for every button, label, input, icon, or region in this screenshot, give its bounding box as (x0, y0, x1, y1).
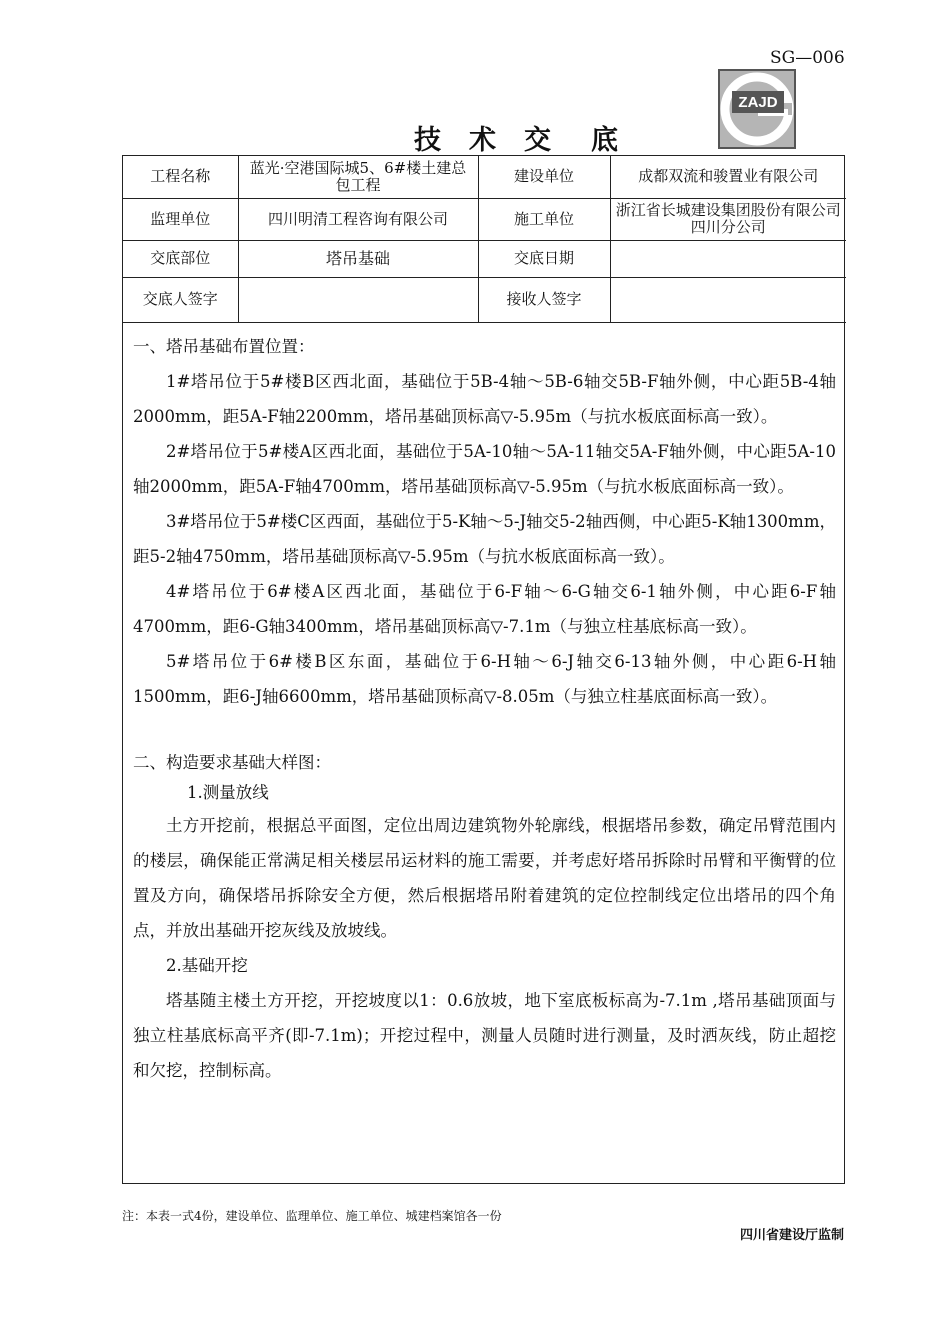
part-label: 交底部位 (123, 240, 238, 277)
footer-dept: 四川省建设厅监制 (740, 1228, 845, 1243)
paragraph: 4#塔吊位于6#楼A区西北面，基础位于6-F轴～6-G轴交6-1轴外侧，中心距6-F轴4700mm，距6-G轴3400mm，塔吊基础顶标高▽-7.1m（与独立柱基底标高一致）。 (133, 581, 836, 636)
paragraph: 塔基随主楼土方开挖，开挖坡度以1：0.6放坡，地下室底板标高为-7.1m ,塔吊基础顶面与独立柱基底标高平齐(即-7.1m)；开挖过程中，测量人员随时进行测量，及时洒灰线，防止超挖和欠挖，控制标高。 (133, 990, 836, 1080)
paragraph: 2#塔吊位于5#楼A区西北面，基础位于5A-10轴～5A-11轴交5A-F轴外侧，中心距5A-10轴2000mm，距5A-F轴4700mm，塔吊基础顶标高▽-5.95m（与抗水板底面标高一致）。 (133, 441, 836, 496)
form-code: SG—006 (770, 48, 845, 68)
owner-value: 成都双流和骏置业有限公司 (610, 156, 846, 198)
subheading: 2.基础开挖 (166, 955, 248, 975)
contractor-label: 施工单位 (478, 198, 610, 240)
part-value: 塔吊基础 (238, 240, 478, 277)
subheading: 1.测量放线 (187, 782, 269, 802)
project-label: 工程名称 (123, 156, 238, 198)
table-row (123, 198, 846, 240)
section-heading: 二、构造要求基础大样图： (133, 752, 331, 772)
supervisor-value: 四川明清工程咨询有限公司 (238, 198, 478, 240)
info-table (123, 156, 846, 323)
section-heading: 一、塔吊基础布置位置： (133, 336, 315, 356)
page-title: 技 术 交 底 (414, 125, 618, 156)
logo-text: ZAJD (738, 94, 778, 111)
project-value: 蓝光·空港国际城5、6#楼土建总包工程 (238, 156, 478, 198)
paragraph: 5#塔吊位于6#楼B区东面，基础位于6-H轴～6-J轴交6-13轴外侧，中心距6-H轴1500mm，距6-J轴6600mm，塔吊基础顶标高▽-8.05m（与独立柱基底面标高一致）。 (133, 651, 836, 706)
giver-label: 交底人签字 (123, 277, 238, 322)
disclosure-content (123, 329, 844, 1088)
company-logo (718, 69, 796, 149)
paragraph: 土方开挖前，根据总平面图，定位出周边建筑物外轮廓线，根据塔吊参数，确定吊臂范围内的楼层，确保能正常满足相关楼层吊运材料的施工需要，并考虑好塔吊拆除时吊臂和平衡臂的位置及方向，确保塔吊拆除安全方便，然后根据塔吊附着建筑的定位控制线定位出塔吊的四个角点，并放出基础开挖灰线及放坡线。 (133, 815, 836, 940)
table-row (123, 156, 846, 198)
paragraph: 1#塔吊位于5#楼B区西北面，基础位于5B-4轴～5B-6轴交5B-F轴外侧，中心距5B-4轴2000mm，距5A-F轴2200mm，塔吊基础顶标高▽-5.95m（与抗水板底面标高一致）。 (133, 371, 836, 426)
giver-signature (238, 277, 478, 322)
date-value (610, 240, 846, 277)
supervisor-label: 监理单位 (123, 198, 238, 240)
disclosure-form (122, 155, 845, 1184)
paragraph: 3#塔吊位于5#楼C区西面，基础位于5-K轴～5-J轴交5-2轴西侧，中心距5-K轴1300mm，距5-2轴4750mm，塔吊基础顶标高▽-5.95m（与抗水板底面标高一致）。 (133, 511, 836, 566)
owner-label: 建设单位 (478, 156, 610, 198)
contractor-value: 浙江省长城建设集团股份有限公司四川分公司 (610, 198, 846, 240)
receiver-label: 接收人签字 (478, 277, 610, 322)
footer-note: 注：本表一式4份，建设单位、监理单位、施工单位、城建档案馆各一份 (122, 1209, 502, 1223)
spacer (133, 714, 836, 748)
table-row (123, 240, 846, 277)
table-row (123, 277, 846, 322)
receiver-signature (610, 277, 846, 322)
date-label: 交底日期 (478, 240, 610, 277)
